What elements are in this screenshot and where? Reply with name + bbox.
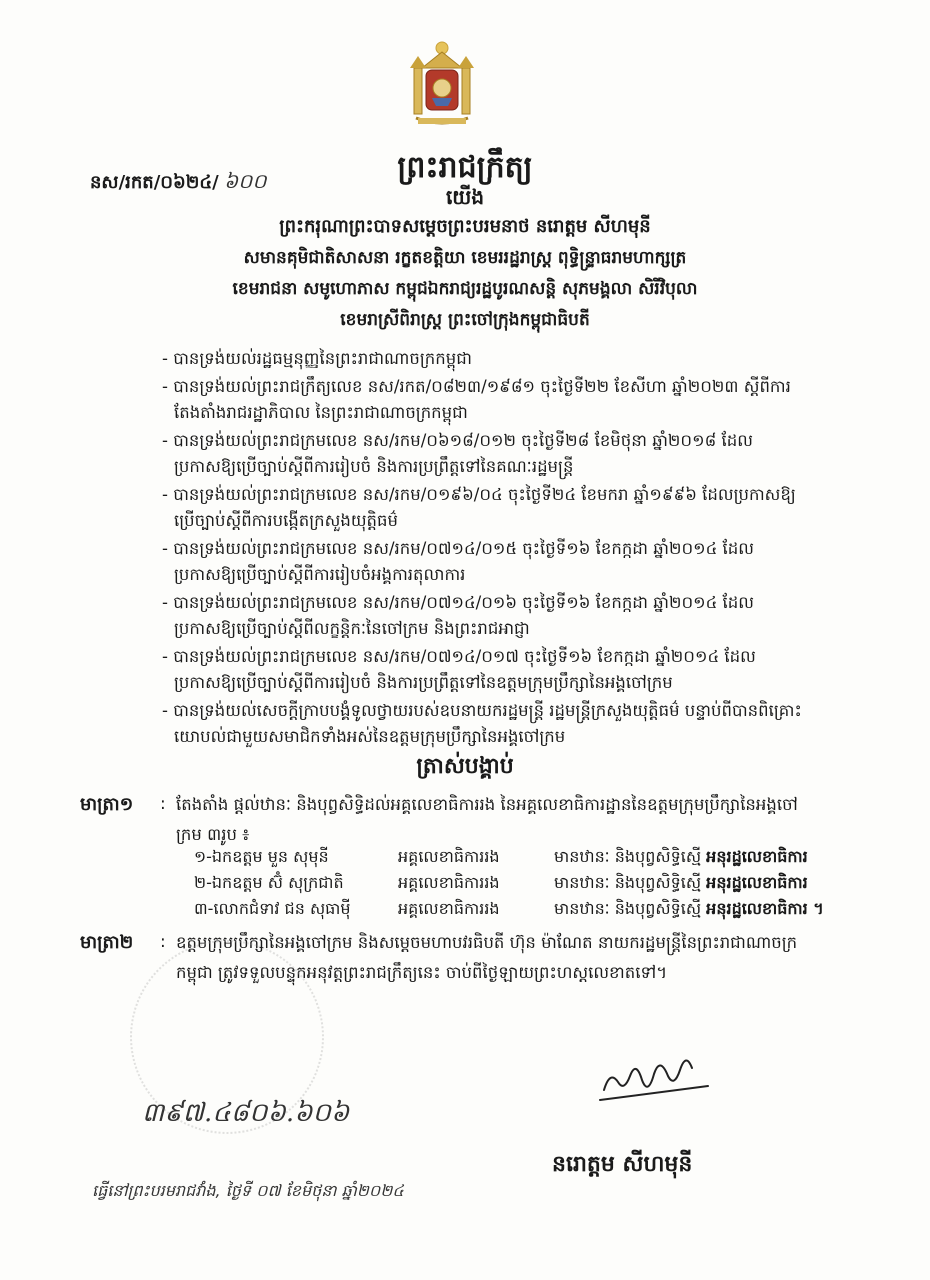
article-1-colon: : (160, 794, 166, 814)
article-2-label: មាត្រា២ (80, 932, 134, 953)
preamble-item: - បានទ្រង់យល់ព្រះរាជក្រមលេខ នស/រកម/០៦១៨/០១២ ចុះថ្ងៃទី២៨ ខែមិថុនា ឆ្នាំ២០១៨ ដែលប្រកាសឱ្យប្រើច្បាប់ស្តីពីការរៀបចំ និងការប្រព្រឹត្តទៅនៃគណៈរដ្ឋមន្ត្រី (162, 431, 753, 476)
we-heading: យើង (445, 185, 485, 209)
royal-title-line-2: ខេមរាជនា សមូហោភាស កម្ពុជឯករាជ្យរដ្ឋបូរណសន្តិ សុភមង្គលា សិរីវិបុលា (232, 279, 698, 299)
article-1-label: មាត្រា១ (80, 794, 134, 815)
appointee-rank (554, 898, 824, 922)
signer-name: នរោត្តម សីហមុនី (552, 1152, 693, 1177)
appointee-rank (554, 872, 808, 896)
reference-handwritten-number: ៦០០ (224, 169, 267, 193)
appointee-role: អគ្គលេខាធិការរង (398, 899, 500, 918)
appointee-rank-title: អនុរដ្ឋលេខាធិការ (706, 847, 808, 866)
appointee-role: អគ្គលេខាធិការរង (398, 873, 500, 892)
preamble-list (162, 346, 812, 752)
preamble-item: - បានទ្រង់យល់ព្រះរាជក្រមលេខ នស/រកម/០៧១៤/០១៦ ចុះថ្ងៃទី១៦ ខែកក្កដា ឆ្នាំ២០១៤ ដែលប្រកាសឱ្យប្រើច្បាប់ស្តីពីលក្ខន្តិកៈនៃចៅក្រម និងព្រះរាជអាជ្ញា (162, 593, 754, 638)
article-2-colon: : (160, 932, 166, 952)
appointee-rank-prefix: មានឋានៈ និងបុព្វសិទ្ធិស្មើ (554, 899, 702, 918)
article-1-text: តែងតាំង ផ្តល់ឋានៈ និងបុព្វសិទ្ធិដល់អគ្គលេខាធិការរង នៃអគ្គលេខាធិការដ្ឋាននៃឧត្តមក្រុមប្រឹក្សានៃអង្គចៅក្រម ៣រូប ៖ (176, 795, 798, 844)
handwritten-registration-date: ៣៩៧.៤៨០៦.៦០៦ (142, 1098, 350, 1128)
decree-heading: ត្រាស់បង្គាប់ (416, 754, 514, 779)
appointee-rank-title: អនុរដ្ឋលេខាធិការ ។ (706, 899, 824, 918)
appointee-name: ២-ឯកឧត្តម ស៊ំ សុក្រជាតិ (194, 873, 344, 892)
royal-signature (596, 1030, 716, 1110)
appointee-rank-prefix: មានឋានៈ និងបុព្វសិទ្ធិស្មើ (554, 873, 702, 892)
decree-title: ព្រះរាជក្រឹត្យ (397, 150, 533, 185)
article-2-text: ឧត្តមក្រុមប្រឹក្សានៃអង្គចៅក្រម និងសម្តេចមហាបវរធិបតី ហ៊ុន ម៉ាណែត នាយករដ្ឋមន្ត្រីនៃព្រះរាជាណាចក្រកម្ពុជា ត្រូវទទួលបន្ទុកអនុវត្តព្រះរាជក្រឹត្យនេះ ចាប់ពីថ្ងៃឡាយព្រះហស្តលេខាតទៅ។ (176, 933, 798, 982)
appointee-row (194, 872, 814, 896)
preamble-item: - បានទ្រង់យល់ព្រះរាជក្រមលេខ នស/រកម/០៧១៤/០១៥ ចុះថ្ងៃទី១៦ ខែកក្កដា ឆ្នាំ២០១៤ ដែលប្រកាសឱ្យប្រើច្បាប់ស្តីពីការរៀបចំអង្គការតុលាការ (162, 539, 754, 584)
appointee-row (194, 898, 824, 922)
preamble-item: - បានទ្រង់យល់ព្រះរាជក្រមលេខ នស/រកម/០៧១៤/០១៧ ចុះថ្ងៃទី១៦ ខែកក្កដា ឆ្នាំ២០១៤ ដែលប្រកាសឱ្យប្រើច្បាប់ស្តីពីការរៀបចំ និងការប្រព្រឹត្តទៅនៃឧត្តមក្រុមប្រឹក្សានៃអង្គចៅក្រម (162, 647, 756, 692)
royal-arms-emblem (402, 38, 482, 134)
place-and-date: ធ្វើនៅព្រះបរមរាជវាំង, ថ្ងៃទី ០៧ ខែមិថុនា ឆ្នាំ២០២៤ (92, 1181, 404, 1200)
appointee-name: ៣-លោកជំទាវ ជន សុធាម៉ី (194, 899, 351, 918)
appointee-name: ១-ឯកឧត្តម មួន សុមុនី (194, 847, 329, 866)
preamble-item: - បានទ្រង់យល់ព្រះរាជក្រមលេខ នស/រកម/០១៩៦/០៤ ចុះថ្ងៃទី២៤ ខែមករា ឆ្នាំ១៩៩៦ ដែលប្រកាសឱ្យប្រើច្បាប់ស្តីពីការបង្កើតក្រសួងយុត្តិធម៌ (162, 485, 796, 530)
king-name: ព្រះករុណាព្រះបាទសម្តេចព្រះបរមនាថ នរោត្តម សីហមុនី (279, 216, 651, 237)
appointee-row (194, 846, 814, 870)
appointee-rank-prefix: មានឋានៈ និងបុព្វសិទ្ធិស្មើ (554, 847, 702, 866)
appointee-rank (554, 846, 808, 870)
preamble-item: - បានទ្រង់យល់រដ្ឋធម្មនុញ្ញនៃព្រះរាជាណាចក្រកម្ពុជា (162, 349, 472, 368)
royal-title-line-1: សមានគុមិជាតិសាសនា រក្ខតខត្តិយា ខេមររដ្ឋរាស្ត្រ ពុទ្ធិន្ទ្រាធរាមហាក្សត្រ (243, 248, 687, 268)
appointee-role: អគ្គលេខាធិការរង (398, 847, 500, 866)
reference-number: នស/រកត/០៦២៤/ (90, 172, 219, 193)
appointee-rank-title: អនុរដ្ឋលេខាធិការ (706, 873, 808, 892)
preamble-item: - បានទ្រង់យល់សេចក្តីក្រាបបង្គំទូលថ្វាយរបស់ឧបនាយករដ្ឋមន្ត្រី រដ្ឋមន្ត្រីក្រសួងយុត្តិធម៌ បន្ទាប់ពីបានពិគ្រោះយោបល់ជាមួយសមាជិកទាំងអស់នៃឧត្តមក្រុមប្រឹក្សានៃអង្គចៅក្រម (162, 701, 802, 746)
preamble-item: - បានទ្រង់យល់ព្រះរាជក្រឹត្យលេខ នស/រកត/០៨២៣/១៩៨១ ចុះថ្ងៃទី២២ ខែសីហា ឆ្នាំ២០២៣ ស្តីពីការតែងតាំងរាជរដ្ឋាភិបាល នៃព្រះរាជាណាចក្រកម្ពុជា (162, 377, 791, 422)
royal-title-line-3: ខេមរាស្រីពិរាស្ត្រ ព្រះចៅក្រុងកម្ពុជាធិបតី (340, 310, 590, 330)
